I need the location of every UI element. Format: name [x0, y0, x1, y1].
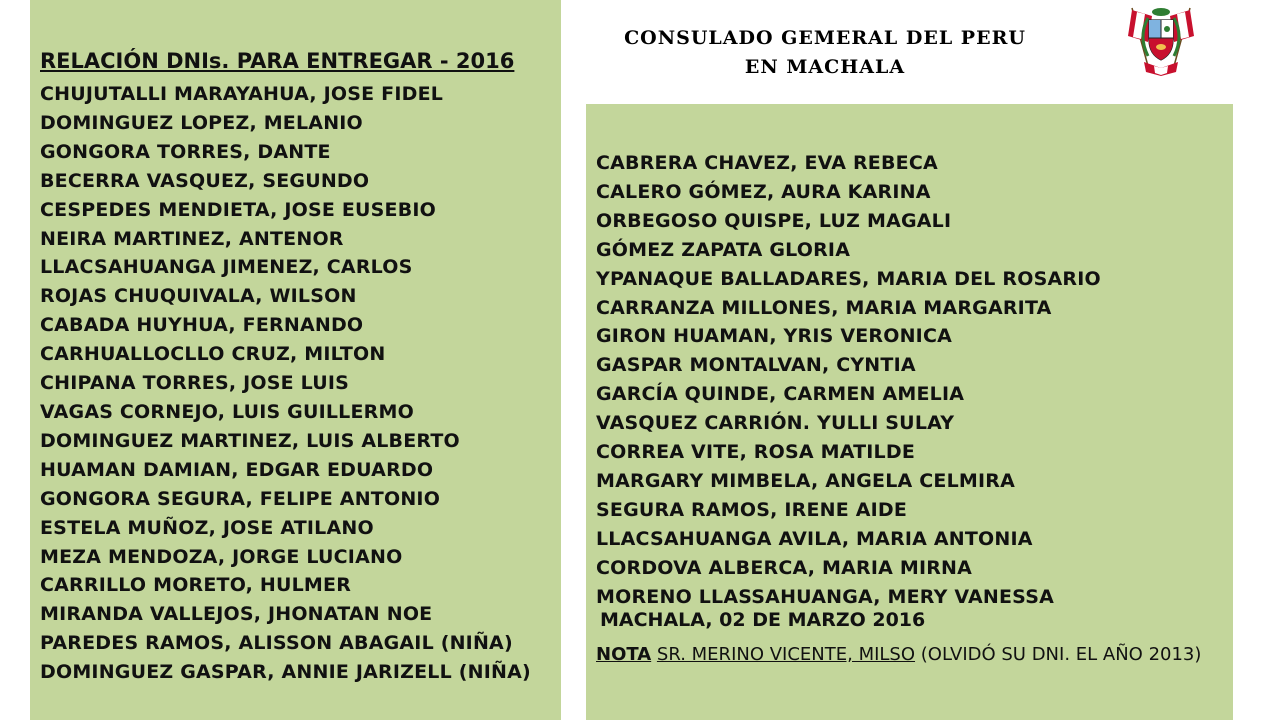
list-item: CABRERA CHAVEZ, EVA REBECA — [596, 152, 938, 174]
list-item: NEIRA MARTINEZ, ANTENOR — [40, 227, 344, 250]
list-item: HUAMAN DAMIAN, EDGAR EDUARDO — [40, 458, 434, 481]
list-item: CHIPANA TORRES, JOSE LUIS — [40, 372, 349, 395]
list-item: CORDOVA ALBERCA, MARIA MIRNA — [596, 556, 973, 579]
list-item: VAGAS CORNEJO, LUIS GUILLERMO — [40, 400, 414, 423]
note-name: SR. MERINO VICENTE, MILSO — [656, 644, 916, 665]
list-item: YPANAQUE BALLADARES, MARIA DEL ROSARIO — [596, 267, 1101, 290]
list-item: CHUJUTALLI MARAYAHUA, JOSE FIDEL — [40, 83, 444, 105]
list-item: LLACSAHUANGA JIMENEZ, CARLOS — [40, 256, 413, 279]
left-names-panel — [30, 0, 561, 720]
list-item: ESTELA MUÑOZ, JOSE ATILANO — [40, 516, 374, 539]
list-item: MIRANDA VALLEJOS, JHONATAN NOE — [40, 603, 433, 626]
list-item: CESPEDES MENDIETA, JOSE EUSEBIO — [40, 198, 437, 221]
list-item: CARRILLO MORETO, HULMER — [40, 574, 352, 597]
list-item: DOMINGUEZ MARTINEZ, LUIS ALBERTO — [40, 429, 460, 452]
right-names-panel — [586, 104, 1233, 720]
right-name-list — [596, 149, 1101, 612]
list-item: GÓMEZ ZAPATA GLORIA — [596, 238, 851, 261]
date-line: MACHALA, 02 DE MARZO 2016 — [600, 609, 926, 631]
list-item: GIRON HUAMAN, YRIS VERONICA — [596, 325, 952, 348]
consulate-title-line2: EN MACHALA — [744, 56, 906, 78]
list-item: GASPAR MONTALVAN, CYNTIA — [596, 354, 916, 377]
list-item: MORENO LLASSAHUANGA, MERY VANESSA — [596, 585, 1054, 608]
list-item: DOMINGUEZ LOPEZ, MELANIO — [40, 111, 363, 134]
list-item: ORBEGOSO QUISPE, LUZ MAGALI — [596, 209, 952, 232]
list-item: MARGARY MIMBELA, ANGELA CELMIRA — [596, 469, 1015, 492]
list-item: VASQUEZ CARRIÓN. YULLI SULAY — [596, 412, 955, 435]
list-item: LLACSAHUANGA AVILA, MARIA ANTONIA — [596, 527, 1033, 550]
list-item: CALERO GÓMEZ, AURA KARINA — [596, 180, 931, 203]
list-item: SEGURA RAMOS, IRENE AIDE — [596, 498, 908, 521]
list-item: ROJAS CHUQUIVALA, WILSON — [40, 285, 357, 308]
note — [596, 641, 1216, 668]
list-title: RELACIÓN DNIs. PARA ENTREGAR - 2016 — [40, 49, 515, 73]
note-label: NOTA — [596, 644, 652, 665]
list-item: CARRANZA MILLONES, MARIA MARGARITA — [596, 296, 1052, 319]
list-item: PAREDES RAMOS, ALISSON ABAGAIL (NIÑA) — [40, 632, 513, 655]
list-item: CARHUALLOCLLO CRUZ, MILTON — [40, 343, 386, 366]
list-item: GARCÍA QUINDE, CARMEN AMELIA — [596, 383, 965, 406]
list-item: BECERRA VASQUEZ, SEGUNDO — [40, 169, 370, 192]
list-item: GONGORA SEGURA, FELIPE ANTONIO — [40, 487, 441, 510]
left-name-list — [40, 80, 540, 687]
peru-coat-of-arms-icon — [1118, 2, 1204, 84]
list-item: CABADA HUYHUA, FERNANDO — [40, 314, 364, 337]
list-item: DOMINGUEZ GASPAR, ANNIE JARIZELL (NIÑA) — [40, 661, 531, 684]
note-text: (OLVIDÓ SU DNI. EL AÑO 2013) — [920, 644, 1202, 665]
consulate-title — [590, 24, 1060, 82]
list-item: MEZA MENDOZA, JORGE LUCIANO — [40, 545, 403, 568]
list-item: GONGORA TORRES, DANTE — [40, 140, 331, 163]
consulate-title-line1: CONSULADO GEMERAL DEL PERU — [624, 27, 1026, 49]
list-item: CORREA VITE, ROSA MATILDE — [596, 441, 916, 464]
